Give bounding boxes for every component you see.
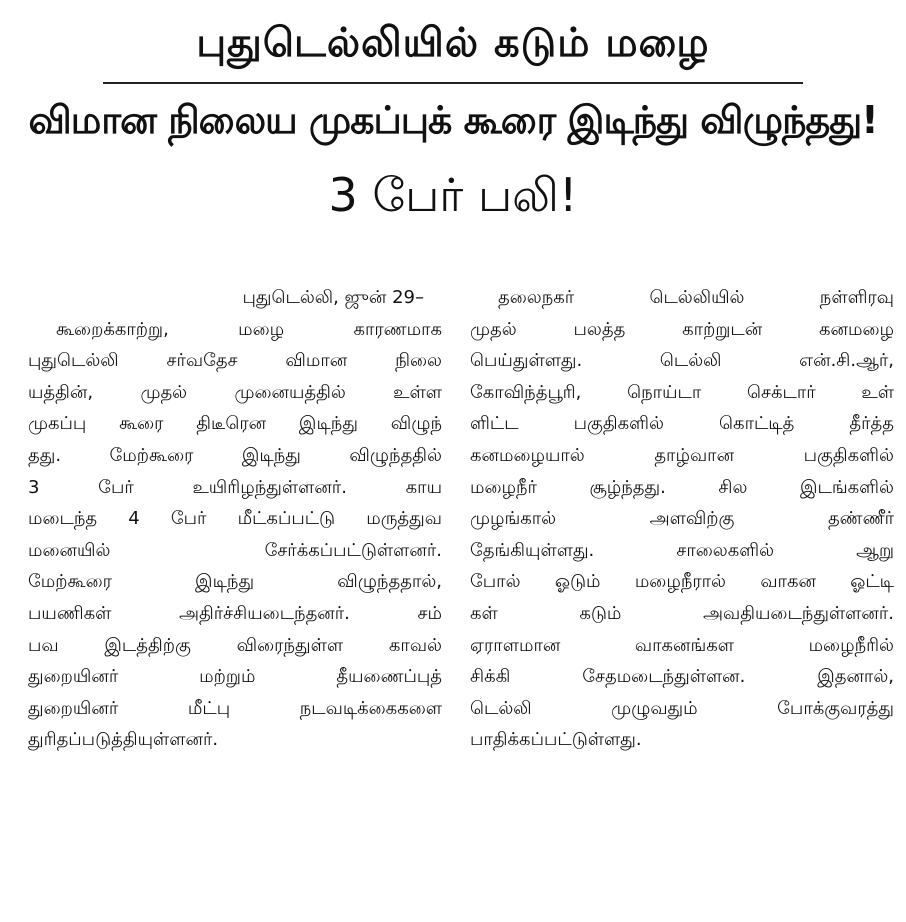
right-column: [470, 282, 894, 756]
left-column: [28, 282, 442, 756]
body-line: பெய்துள்ளது. டெல்லி என்.சி.ஆர்,: [470, 350, 894, 372]
body-line: சிக்கி சேதமடைந்துள்ளன. இதனால்,: [470, 666, 894, 688]
body-line: முதல் பலத்த காற்றுடன் கனமழை: [470, 318, 894, 340]
headline-divider: [103, 82, 803, 84]
body-line: துரிதப்படுத்தியுள்ளனர்.: [28, 729, 219, 751]
body-line: முகப்பு கூரை திடீரென இடிந்து விழுந்: [28, 413, 442, 435]
body-line: முழங்கால் அளவிற்கு தண்ணீர்: [470, 508, 894, 530]
body-line: 3 பேர் உயிரிழந்துள்ளனர். காய: [28, 476, 442, 498]
body-line: போல் ஓடும் மழைநீரால் வாகன ஓட்டி: [470, 571, 894, 593]
body-line: டெல்லி முழுவதும் போக்குவரத்து: [470, 697, 894, 719]
body-line: கள் கடும் அவதியடைந்துள்ளனர்.: [470, 602, 894, 624]
body-line: தலைநகர் டெல்லியில் நள்ளிரவு: [498, 287, 894, 308]
body-line: மழைநீர் சூழ்ந்தது. சில இடங்களில்: [470, 476, 894, 498]
main-headline-subline: 3 பேர் பலி!: [328, 168, 578, 222]
body-line: துறையினர் மீட்பு நடவடிக்கைகளை: [28, 697, 442, 719]
body-line: கனமழையால் தாழ்வான பகுதிகளில்: [470, 444, 894, 466]
body-line: கூறைக்காற்று, மழை காரணமாக: [56, 318, 442, 340]
body-line: பவ இடத்திற்கு விரைந்துள்ள காவல்: [28, 634, 442, 656]
dateline: புதுடெல்லி, ஜுன் 29–: [242, 287, 424, 308]
kicker-headline: புதுடெல்லியில் கடும் மழை: [196, 20, 710, 66]
body-line: ஏராளமான வாகனங்கள மழைநீரில்: [470, 634, 894, 656]
body-line: தேங்கியுள்ளது. சாலைகளில் ஆறு: [470, 539, 894, 561]
body-line: யத்தின், முதல் முனையத்தில் உள்ள: [28, 381, 442, 403]
main-headline: விமான நிலைய முகப்புக் கூரை இடிந்து விழுந்தது!: [28, 98, 878, 142]
body-line: மேற்கூரை இடிந்து விழுந்ததால்,: [28, 571, 442, 593]
body-line: ளிட்ட பகுதிகளில் கொட்டித் தீர்த்த: [470, 413, 894, 435]
body-line: கோவிந்த்பூரி, நொய்டா செக்டார் உள்: [470, 381, 894, 403]
body-line: மடைந்த 4 பேர் மீட்கப்பட்டு மருத்துவ: [28, 508, 442, 530]
body-line: துறையினர் மற்றும் தீயணைப்புத்: [28, 666, 442, 688]
body-line: தது. மேற்கூரை இடிந்து விழுந்ததில்: [28, 444, 442, 466]
body-line: பயணிகள் அதிர்ச்சியடைந்தனர். சம்: [28, 602, 442, 624]
body-line: புதுடெல்லி சர்வதேச விமான நிலை: [28, 350, 442, 372]
body-line: பாதிக்கப்பட்டுள்ளது.: [470, 729, 642, 751]
body-line: மனையில் சேர்க்கப்பட்டுள்ளனர்.: [28, 539, 442, 561]
